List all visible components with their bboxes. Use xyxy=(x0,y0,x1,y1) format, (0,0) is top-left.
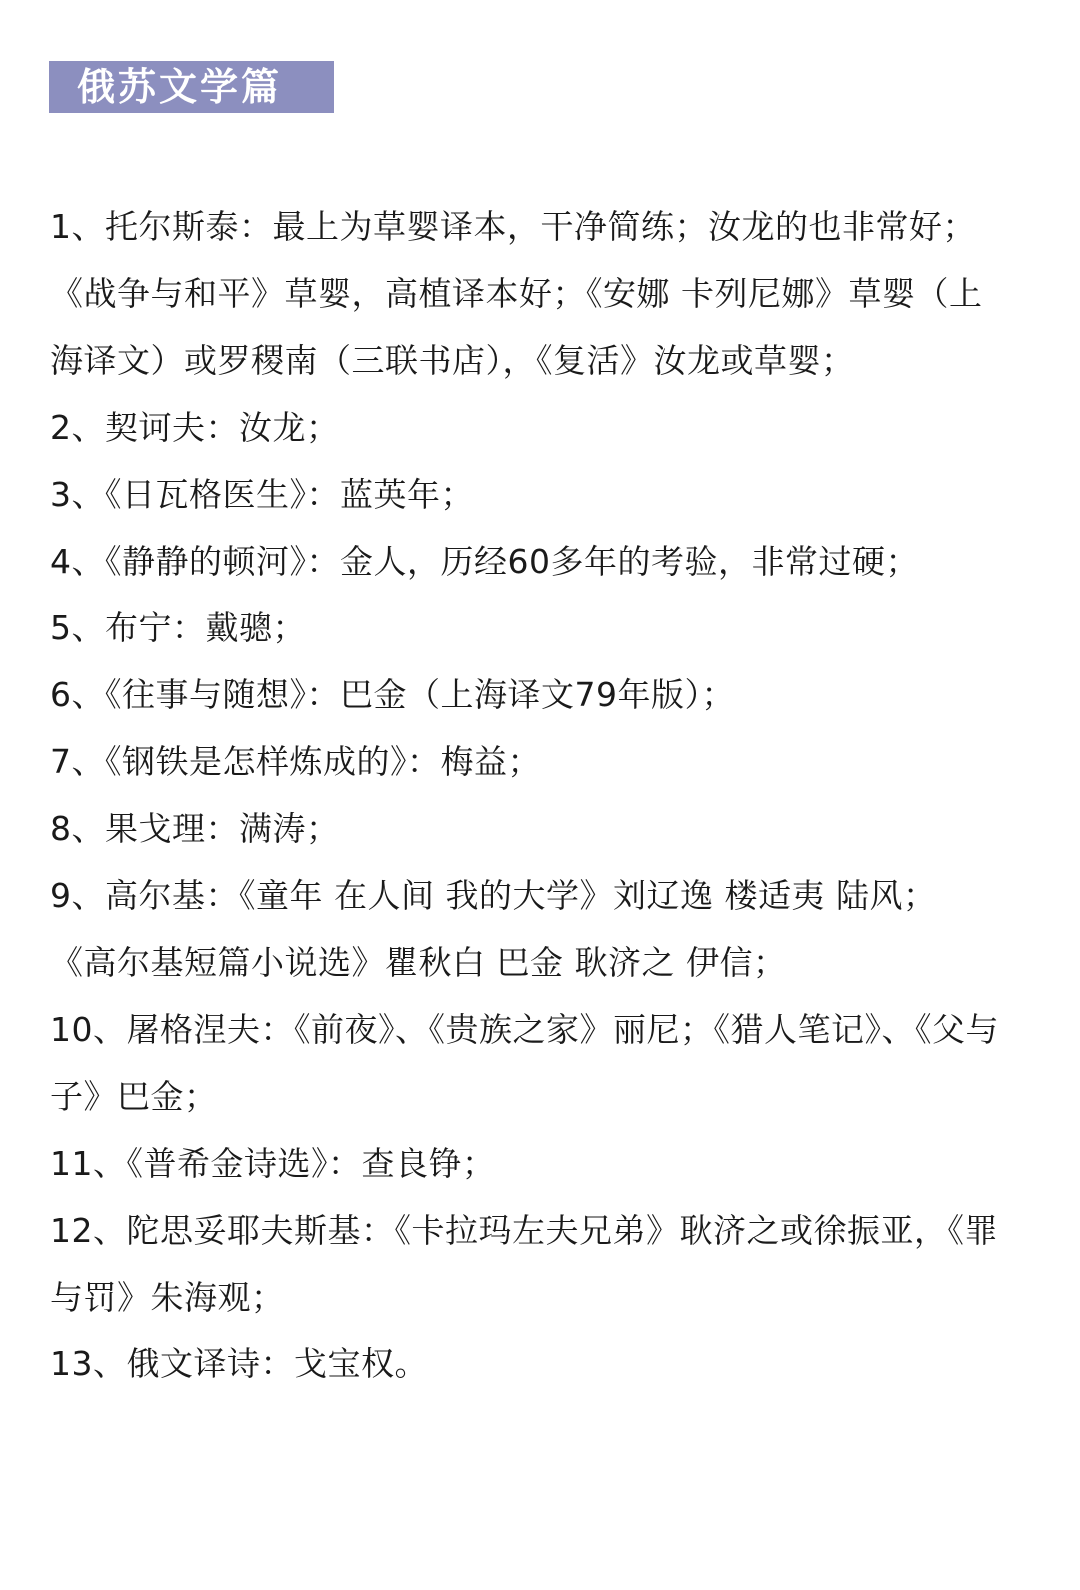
list-item: 3、《日瓦格医生》：蓝英年； xyxy=(50,474,474,514)
list-item: 7、《钢铁是怎样炼成的》：梅益； xyxy=(50,742,541,782)
list-item: 13、俄文译诗：戈宝权。 xyxy=(50,1344,428,1384)
list-item: 5、布宁：戴骢； xyxy=(50,608,306,648)
recommendation-list xyxy=(50,194,1010,1398)
list-item: 12、陀思妥耶夫斯基：《卡拉玛左夫兄弟》耿济之或徐振亚，《罪与罚》朱海观； xyxy=(50,1210,998,1317)
list-item: 9、高尔基：《童年 在人间 我的大学》刘辽逸 楼适夷 陆风； xyxy=(50,876,937,916)
section-title-badge xyxy=(49,61,334,113)
list-item: 4、《静静的顿河》：金人，历经60多年的考验，非常过硬； xyxy=(50,541,919,581)
list-item: 8、果戈理：满涛； xyxy=(50,809,340,849)
list-item: 6、《往事与随想》：巴金（上海译文79年版）； xyxy=(50,675,735,715)
section-title: 俄苏文学篇 xyxy=(77,65,283,109)
list-item: 11、《普希金诗选》：查良铮； xyxy=(50,1143,496,1183)
list-item: 2、契诃夫：汝龙； xyxy=(50,407,340,447)
list-item: 10、屠格涅夫：《前夜》、《贵族之家》丽尼；《猎人笔记》、《父与子》巴金； xyxy=(50,1009,999,1116)
list-item: 《战争与和平》草婴，高植译本好；《安娜 卡列尼娜》草婴（上海译文）或罗稷南（三联书店），《复活》汝龙或草婴； xyxy=(50,273,983,380)
list-item: 《高尔基短篇小说选》瞿秋白 巴金 耿济之 伊信； xyxy=(50,942,787,982)
list-item: 1、托尔斯泰：最上为草婴译本，干净简练；汝龙的也非常好； xyxy=(50,207,976,246)
